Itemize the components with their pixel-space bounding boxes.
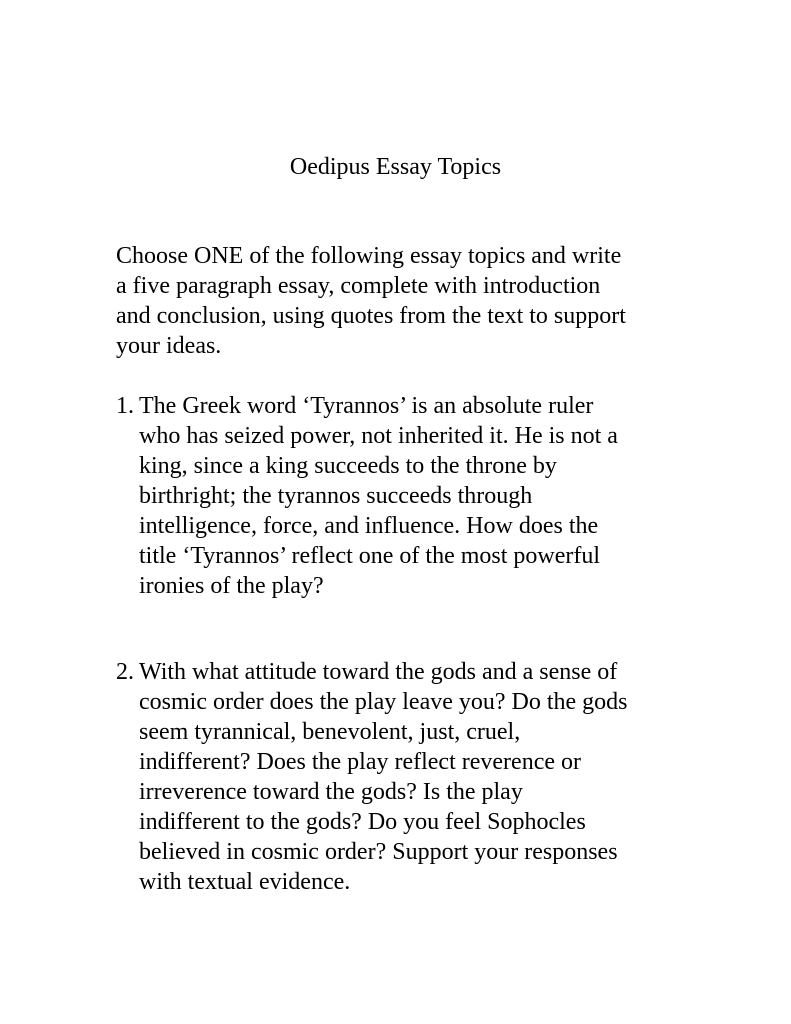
instructions-line: Choose ONE of the following essay topics and write [116,243,622,269]
topic-line: The Greek word ‘Tyrannos’ is an absolute ruler [139,393,594,419]
topic-line: irreverence toward the gods? Is the play [139,779,523,805]
topic-text [139,391,618,601]
instructions-paragraph [116,241,686,361]
topic-number: 1. [116,393,134,419]
topic-line: believed in cosmic order? Support your responses [139,839,618,865]
topic-line: title ‘Tyrannos’ reflect one of the most powerful [139,543,601,569]
topic-line: with textual evidence. [139,869,351,895]
topic-line: king, since a king succeeds to the throne by [139,453,557,479]
topic-line: birthright; the tyrannos succeeds through [139,483,533,509]
topic-line: indifferent to the gods? Do you feel Sophocles [139,809,586,835]
topic-number: 2. [116,659,134,685]
document-title: Oedipus Essay Topics [289,154,502,180]
topic-line: indifferent? Does the play reflect reverence or [139,749,581,775]
instructions-line: and conclusion, using quotes from the text to support [116,303,626,329]
topic-line: cosmic order does the play leave you? Do the gods [139,689,628,715]
topic-line: seem tyrannical, benevolent, just, cruel, [139,719,521,745]
topic-text [139,657,628,897]
topic-line: intelligence, force, and influence. How does the [139,513,599,539]
instructions-line: your ideas. [116,333,222,359]
topic-line: who has seized power, not inherited it. He is not a [139,423,618,449]
topic-line: With what attitude toward the gods and a sense of [139,659,618,685]
instructions-line: a five paragraph essay, complete with introduction [116,273,601,299]
topic-line: ironies of the play? [139,573,324,599]
